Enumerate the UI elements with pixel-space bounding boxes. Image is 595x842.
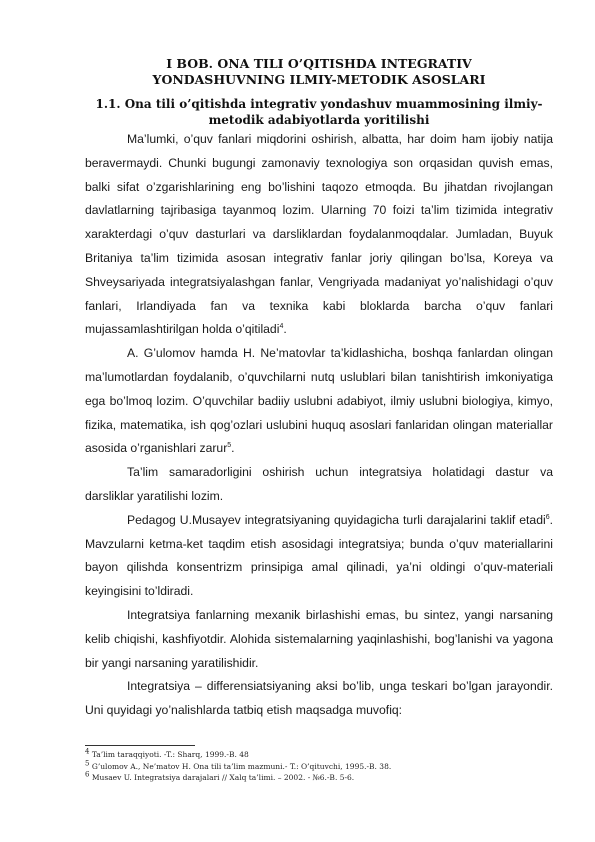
footnote-6: $^6$ Musaev U. Integratsiya darajalari // Xalq ta’limi. – 2002. - №6.-B. 5-6. — [85, 770, 355, 782]
paragraph-3: Ta’lim samaradorligini oshirish uchun integratsiya holatidagi dastur va darsliklar yaratilishi lozim. — [85, 465, 553, 503]
paragraph-2: A. G’ulomov hamda H. Ne’matovlar ta’kidlashicha, boshqa fanlardan olingan ma’lumotlardan foydalanib, o’quvchilarni nutq uslublari bilan tanishtirish imkoniyatiga ega bo’lmoq lozim. O’quvchilar badiiy uslubni adabiyot, ilmiy uslubni biologiya, kimyo, fizika, matematika, ish qog’ozlari uslubini huquq asoslari fanlaridan olingan materiallar asosida o’rganishlari zarur$^5$. — [85, 346, 553, 456]
footnote-ref-4: 4 — [279, 323, 284, 331]
paragraph-4: Pedagog U.Musayev integratsiyaning quyidagicha turli darajalarini taklif etadi$^6$. Mavzularni ketma-ket taqdim etish asosidagi integratsiya; bunda o’quv materiallarini bayon qilishda konsentrizm prinsipiga amal qilinadi, ya’ni oldingi o’quv-materiali keyingisini to’ldiradi. — [85, 512, 553, 599]
chapter-title-line1: I BOB. ONA TILI O’QITISHDA INTEGRATIV — [166, 56, 472, 71]
paragraph-6: Integratsiya – differensiatsiyaning aksi bo’lib, unga teskari bo’lgan jarayondir. Uni quyidagi yo’nalishlarda tatbiq etish maqsadga muvofiq: — [85, 679, 553, 718]
footnote-separator — [85, 745, 195, 746]
paragraph-5: Integratsiya fanlarning mexanik birlashishi emas, bu sintez, yangi narsaning kelib chiqishi, kashfiyotdir. Alohida sistemalarning yaqinlashishi, bog’lanishi va yagona bir yangi narsaning yaratilishidir. — [85, 607, 553, 670]
footnote-5: $^5$ G’ulomov A., Ne’matov H. Ona tili ta’lim mazmuni.- T.: O’qituvchi, 1995.-B. 38. — [85, 759, 392, 771]
paragraph-1: Ma’lumki, o’quv fanlari miqdorini oshirish, albatta, har doim ham ijobiy natija beravermaydi. Chunki bugungi zamonaviy texnologiya son orqasidan quvish emas, balki sifat o’zgarishlarining eng bo’lishini taqozo etmoqda. Bu jihatdan rivojlangan davlatlarning tajribasiga tayanmoq lozim. Ularning 70 foizi ta’lim tizimida integrativ xarakterdagi o’quv dasturlari va darsliklardan foydalanmoqdalar. Jumladan, Buyuk Britaniya ta’lim tizimida asosan integrativ fanlar joriy qilingan bo’lsa, Koreya va Shveysariyada integratsiyalashgan fanlar, Vengriyada madaniyat yo’nalishidagi o’quv fanlari, Irlandiyada fan va texnika kabi bloklarda barcha o’quv fanlari mujassamlashtirilgan holda o’qitiladi$^4$. — [85, 132, 553, 337]
footnote-ref-6: 6 — [545, 513, 550, 521]
section-title-line1: 1.1. Ona tili o’qitishda integrativ yondashuv muammosining ilmiy- — [95, 97, 543, 111]
footnote-4: $^4$ Ta’lim taraqqiyoti. -T.: Sharq, 1999.-B. 48 — [85, 747, 249, 759]
footnotes — [85, 749, 553, 784]
chapter-title-line2: YONDASHUVNING ILMIY-METODIK ASOSLARI — [152, 72, 486, 87]
body-text — [85, 128, 553, 723]
footnote-ref-5: 5 — [227, 442, 232, 450]
section-title-line2: metodik adabiyotlarda yoritilishi — [208, 113, 430, 127]
